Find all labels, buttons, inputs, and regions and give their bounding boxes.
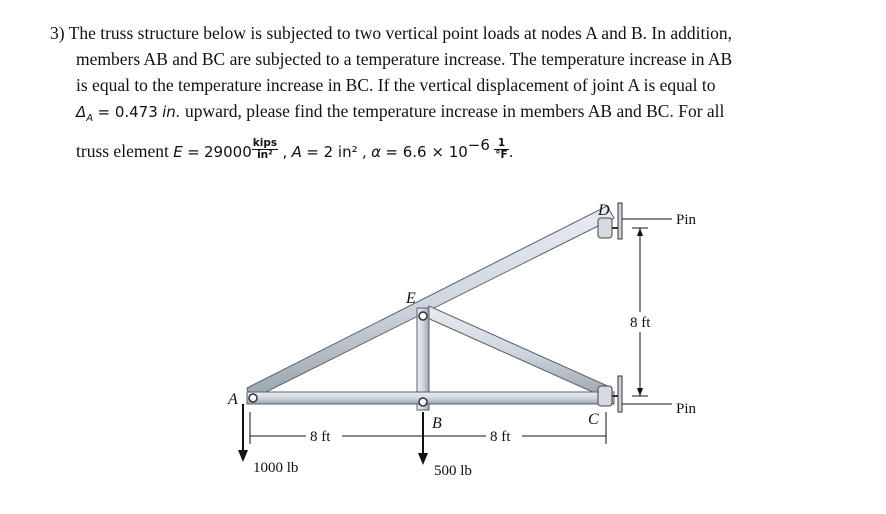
member-ac [247,392,614,404]
dimension-vertical-label: 8 ft [630,315,651,331]
e-unit-numerator: kips [252,137,278,150]
support-c [598,376,672,412]
node-c-label: C [588,411,599,428]
dimension-right-label: 8 ft [490,429,511,445]
problem-line-2: members AB and BC are subjected to a temperature increase. The temperature increase in AB [76,49,733,69]
support-d-label: Pin [676,212,697,228]
member-ec [423,306,612,398]
truss-members [247,206,614,410]
a-value: = 2 in² [306,142,358,161]
node-a-label: A [228,391,238,408]
truss-element-label: truss element [76,140,169,161]
alpha-symbol: α [371,142,382,161]
node-d-label: D [598,202,610,219]
joint-e-pin [419,312,427,320]
problem-line-1: 3) The truss structure below is subjected to two vertical point loads at nodes A and B. In addition, [50,23,733,43]
dimension-left-label: 8 ft [310,429,331,445]
e-symbol: E [173,142,183,161]
delta-a-symbol: $\Delta_A$ [76,103,94,124]
end-period: . [508,142,514,161]
alpha-unit-denominator: °F [495,149,508,162]
alpha-value: = 6.6 × 10 [385,142,468,161]
node-e-label: E [406,290,416,307]
load-b-arrow [418,412,428,465]
node-b-label: B [432,415,442,432]
joint-a-pin [249,394,257,402]
alpha-unit-numerator: 1 [494,138,508,150]
separator-1: , [282,142,288,161]
a-symbol: A [291,142,302,161]
problem-line-4-rest: upward, please find the temperature increase in members AB and BC. For all [184,101,725,121]
e-equals: = [187,142,200,161]
load-a-arrow [238,404,248,462]
delta-a-unit: in. [162,103,181,121]
load-a-label: 1000 lb [253,460,299,476]
delta-a-value: = 0.473 [97,103,158,121]
e-value: 29000 [204,142,252,161]
alpha-exponent: −6 [467,136,490,154]
support-c-label: Pin [676,401,697,417]
dimension-horizontal [250,412,606,444]
load-b-label: 500 lb [434,463,472,479]
e-unit-denominator: in² [257,149,273,162]
problem-line-3: is equal to the temperature increase in BC. If the vertical displacement of joint A is equal to [76,75,716,95]
joint-b-pin [419,398,427,406]
separator-2: , [361,142,367,161]
dimension-vertical [632,228,648,396]
